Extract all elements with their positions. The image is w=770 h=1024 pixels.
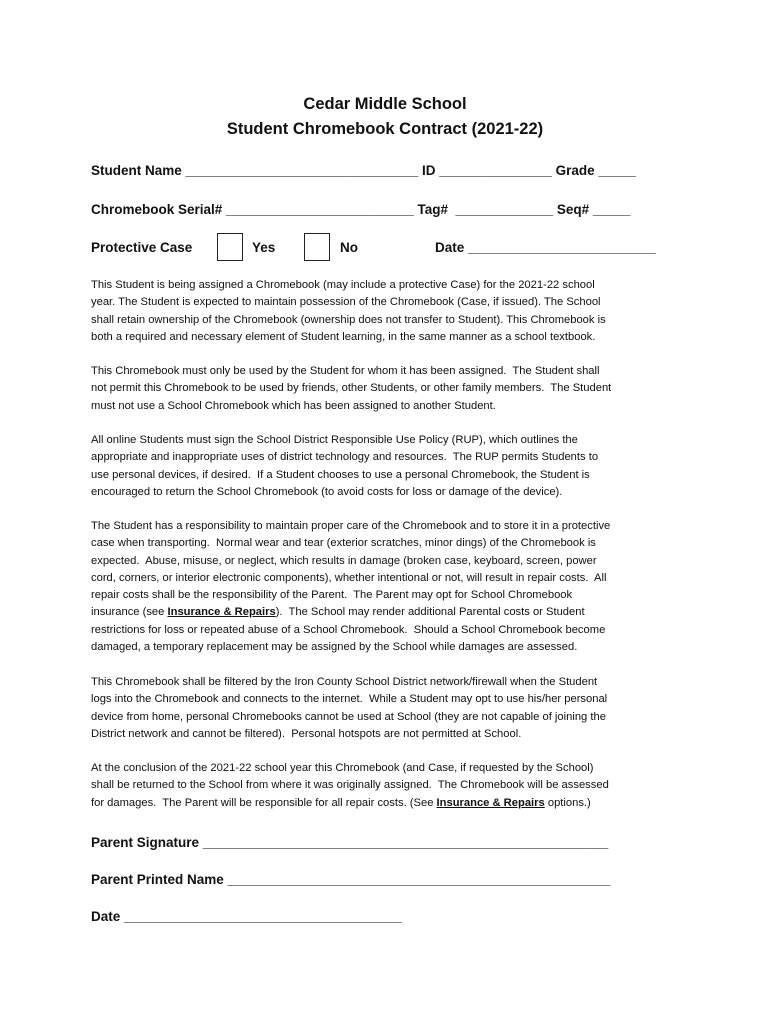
paragraph-line: This Chromebook must only be used by the Student for whom it has been assigned. The Student shall (91, 365, 600, 377)
paragraph-line: use personal devices, if desired. If a Student chooses to use a personal Chromebook, the Student is (91, 468, 590, 481)
text-segment: ). The School may render additional Parental costs or Student (275, 606, 585, 619)
paragraph-line: shall retain ownership of the Chromebook (ownership does not transfer to Student). This Chromebook is (91, 313, 606, 326)
school-name: Cedar Middle School (303, 95, 467, 113)
paragraph-line: appropriate and inappropriate uses of district technology and resources. The RUP permits Students to (91, 451, 599, 464)
paragraph-return (91, 760, 681, 812)
paragraph-rup (91, 432, 681, 501)
paragraph-line (91, 795, 681, 812)
text-segment: options.) (544, 796, 591, 809)
protective-case-yes-checkbox[interactable] (217, 233, 243, 261)
paragraph-line: not permit this Chromebook to be used by friends, other Students, or other family members. The Student (91, 382, 612, 395)
paragraph-line: must not use a School Chromebook which has been assigned to another Student. (91, 399, 496, 412)
paragraph-line: case when transporting. Normal wear and tear (exterior scratches, minor dings) of the Chromebook is (91, 537, 596, 550)
text-segment: for damages. The Parent will be responsible for all repair costs. (See (91, 796, 437, 809)
insurance-repairs-link[interactable]: Insurance & Repairs (167, 606, 276, 619)
date-field: Date _________________________ (435, 240, 656, 255)
insurance-repairs-link[interactable]: Insurance & Repairs (436, 796, 545, 809)
paragraph-line: The Student has a responsibility to maintain proper care of the Chromebook and to store it in a protective (91, 520, 611, 532)
paragraph-line: shall be returned to the School from where it was originally assigned. The Chromebook will be assessed (91, 779, 609, 792)
parent-signature-field: Parent Signature ______________________________________________________ (91, 835, 609, 850)
paragraph-line: District network and cannot be filtered). Personal hotspots are not permitted at School. (91, 727, 522, 740)
paragraph-line: both a required and necessary element of Student learning, in the same manner as a school textbook. (91, 330, 596, 343)
paragraph-line: repair costs shall be the responsibility of the Parent. The Parent may opt for School Chromebook (91, 589, 573, 602)
paragraph-line: cord, corners, or interior electronic components), whether intentional or not, will result in repair costs. All (91, 571, 607, 584)
paragraph-line: year. The Student is expected to maintain possession of the Chromebook (Case, if issued). The School (91, 296, 601, 309)
paragraph-line: restrictions for loss or repeated abuse of a School Chromebook. Should a School Chromebook become (91, 623, 606, 636)
chromebook-info-row: Chromebook Serial# _________________________ Tag# _____________ Seq# _____ (91, 202, 631, 217)
yes-label: Yes (252, 240, 276, 255)
paragraph-line: device from home, personal Chromebooks cannot be used at School (they are not capable of joining the (91, 710, 606, 723)
signature-date-field: Date _____________________________________ (91, 909, 402, 924)
parent-printed-name-field: Parent Printed Name ___________________________________________________ (91, 872, 611, 887)
paragraph-filtering (91, 674, 681, 743)
paragraph-line: This Student is being assigned a Chromebook (may include a protective Case) for the 2021-22 school (91, 279, 595, 291)
paragraph-line: damaged, a temporary replacement may be assigned by the School while damages are assessed. (91, 641, 578, 654)
paragraph-line: logs into the Chromebook and connects to the internet. While a Student may opt to use his/her personal (91, 693, 608, 706)
paragraph-line: This Chromebook shall be filtered by the Iron County School District network/firewall when the Student (91, 676, 598, 688)
protective-case-label: Protective Case (91, 240, 193, 255)
paragraph-line (91, 604, 681, 621)
paragraph-line: At the conclusion of the 2021-22 school year this Chromebook (and Case, if requested by the School) (91, 762, 594, 774)
no-label: No (340, 240, 358, 255)
paragraph-line: encouraged to return the School Chromebook (to avoid costs for loss or damage of the device). (91, 485, 563, 498)
student-info-row: Student Name _______________________________ ID _______________ Grade _____ (91, 163, 636, 178)
text-segment: insurance (see (91, 606, 168, 619)
paragraph-care (91, 518, 681, 656)
paragraph-line: All online Students must sign the School District Responsible Use Policy (RUP), which outlines the (91, 434, 578, 446)
paragraph-use (91, 363, 681, 415)
protective-case-no-checkbox[interactable] (304, 233, 330, 261)
document-title: Student Chromebook Contract (2021-22) (226, 120, 544, 138)
paragraph-assignment (91, 277, 681, 346)
paragraph-line: expected. Abuse, misuse, or neglect, which results in damage (broken case, keyboard, screen, power (91, 554, 597, 567)
